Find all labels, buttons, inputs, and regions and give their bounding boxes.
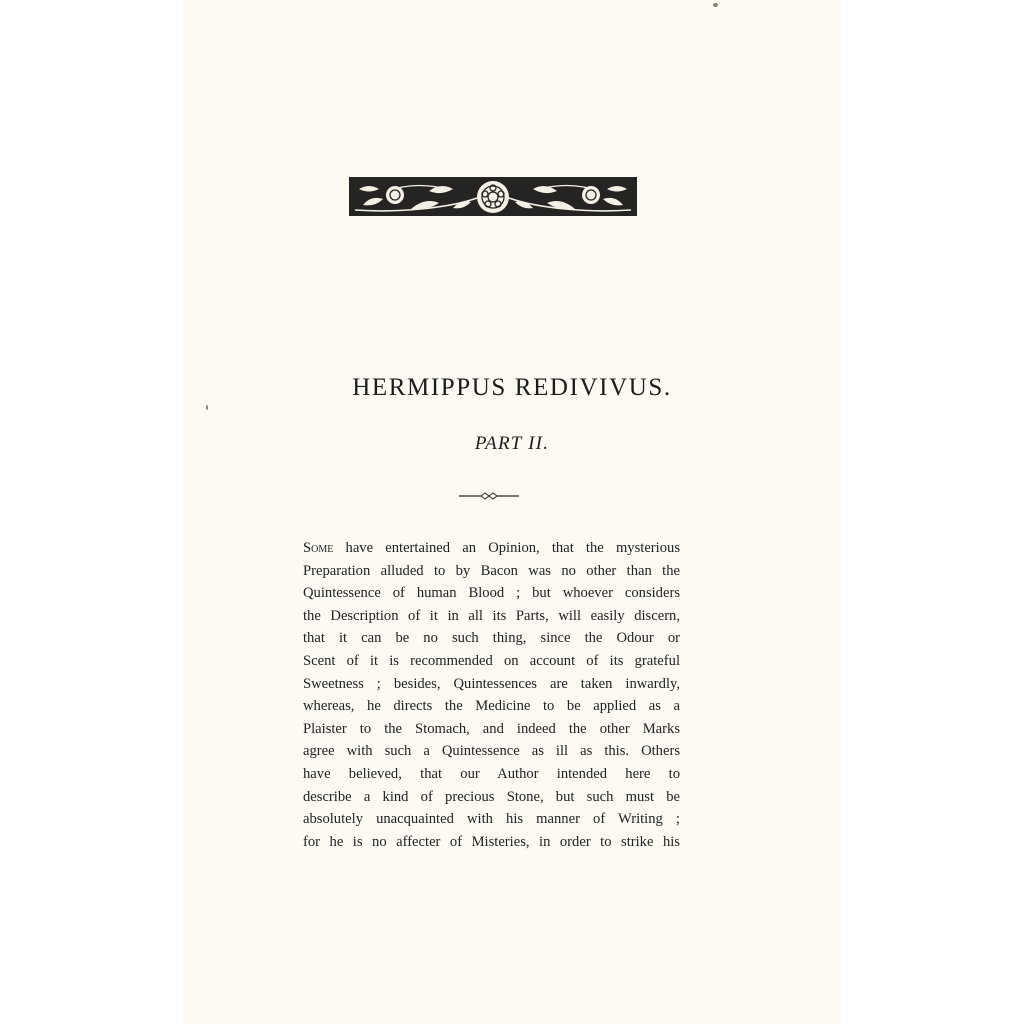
text-line: Sweetness ; besides, Quintessences are taken inwardly, bbox=[303, 675, 680, 692]
text-line: for he is no affecter of Misteries, in order to strike his bbox=[303, 833, 680, 850]
paper-speck bbox=[206, 405, 208, 410]
divider-ornament-icon bbox=[459, 491, 519, 501]
text-line: absolutely unacquainted with his manner of Writing ; bbox=[303, 811, 680, 828]
text-line: agree with such a Quintessence as ill as this. Others bbox=[303, 743, 680, 760]
text-line: describe a kind of precious Stone, but such must be bbox=[303, 788, 680, 805]
text-line: Preparation alluded to by Bacon was no other than the bbox=[303, 562, 680, 579]
page-title: HERMIPPUS REDIVIVUS. bbox=[352, 374, 672, 401]
text-line: Some have entertained an Opinion, that the mysterious bbox=[303, 540, 680, 556]
book-page bbox=[183, 0, 841, 1024]
text-line: that it can be no such thing, since the Odour or bbox=[303, 630, 680, 647]
text-line: whereas, he directs the Medicine to be applied as a bbox=[303, 698, 680, 715]
text-line: the Description of it in all its Parts, will easily discern, bbox=[303, 607, 680, 624]
part-subtitle: PART II. bbox=[474, 433, 550, 454]
body-paragraph bbox=[303, 537, 680, 853]
text-line: Scent of it is recommended on account of its grateful bbox=[303, 652, 680, 669]
text-line: have believed, that our Author intended here to bbox=[303, 765, 680, 782]
text-line: Quintessence of human Blood ; but whoever considers bbox=[303, 585, 680, 602]
paper-speck bbox=[713, 3, 718, 7]
floral-headpiece-icon bbox=[349, 177, 637, 216]
drop-word: Some bbox=[303, 540, 334, 556]
text-line: Plaister to the Stomach, and indeed the other Marks bbox=[303, 720, 680, 737]
